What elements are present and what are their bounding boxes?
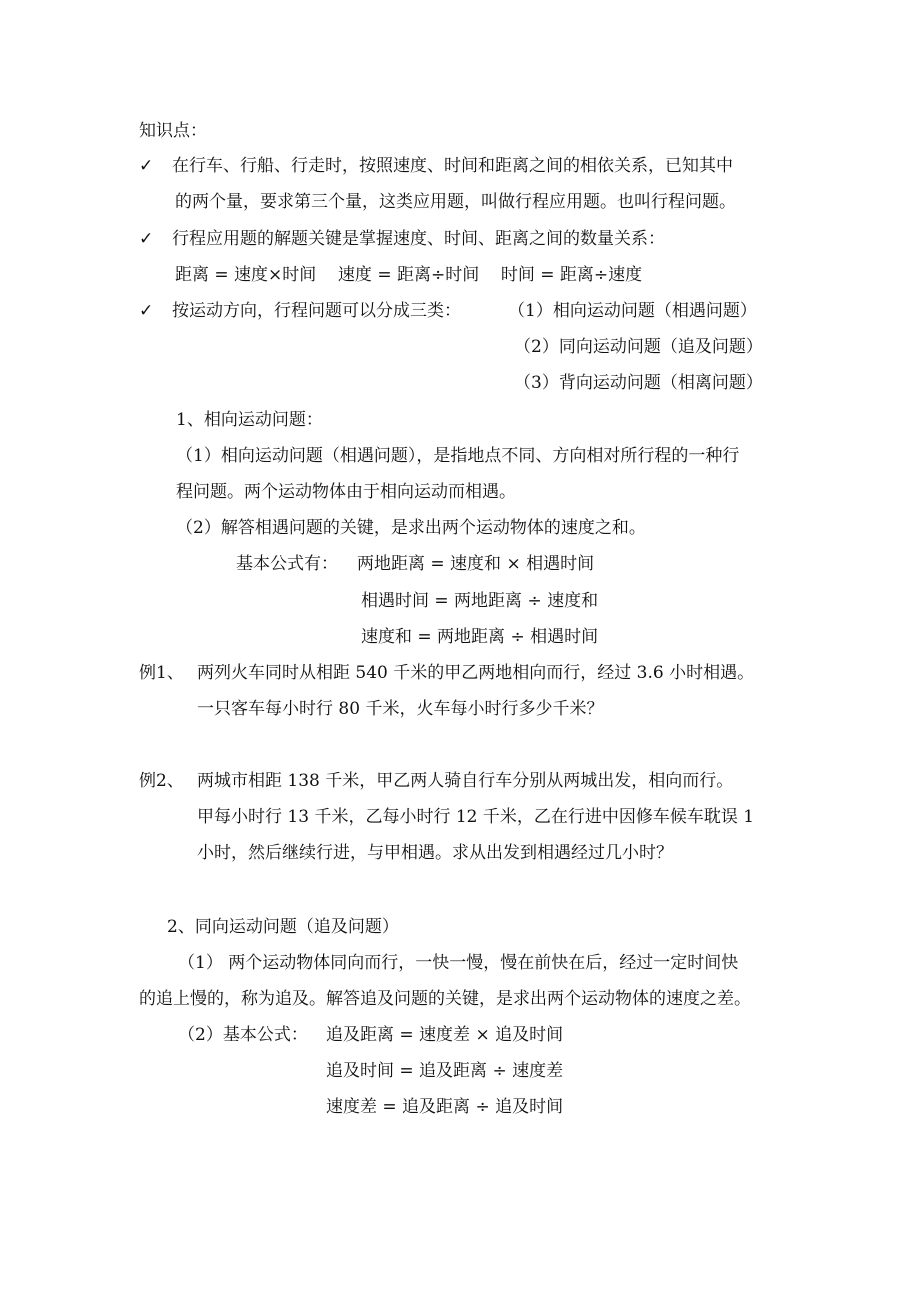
category-2: （2）同向运动问题（追及问题） bbox=[514, 337, 763, 357]
section-2-formula-2: 追及时间 = 追及距离 ÷ 速度差 bbox=[326, 1061, 564, 1081]
section-2-formula-label: （2）基本公式： bbox=[178, 1025, 308, 1045]
example-1-label: 例1、 bbox=[139, 663, 184, 683]
example-1-line-1: 两列火车同时从相距 540 千米的甲乙两地相向而行，经过 3.6 小时相遇。 bbox=[197, 663, 755, 683]
section-1-title: 1、相向运动问题： bbox=[176, 410, 323, 430]
section-1-para-1-line-2: 程问题。两个运动物体由于相向运动而相遇。 bbox=[176, 482, 516, 502]
section-1-formula-3: 速度和 = 两地距离 ÷ 相遇时间 bbox=[361, 627, 599, 647]
section-2-para-1-line-2: 的追上慢的，称为追及。解答追及问题的关键，是求出两个运动物体的速度之差。 bbox=[139, 989, 751, 1009]
category-3: （3）背向运动问题（相离问题） bbox=[514, 373, 763, 393]
section-1-formula-2: 相遇时间 = 两地距离 ÷ 速度和 bbox=[361, 591, 599, 611]
section-2-formula-1: 追及距离 = 速度差 × 追及时间 bbox=[326, 1025, 564, 1045]
section-2-formula-3: 速度差 = 追及距离 ÷ 追及时间 bbox=[326, 1097, 564, 1117]
checkmark-icon: ✓ bbox=[139, 301, 154, 321]
section-2-title: 2、同向运动问题（追及问题） bbox=[167, 917, 399, 937]
section-1-formula-1: 两地距离 = 速度和 × 相遇时间 bbox=[357, 554, 595, 574]
example-2-line-3: 小时，然后继续行进，与甲相遇。求从出发到相遇经过几小时？ bbox=[197, 843, 673, 863]
bullet-2-formulas: 距离 = 速度×时间 速度 = 距离÷时间 时间 = 距离÷速度 bbox=[175, 265, 643, 285]
bullet-1-line-2: 的两个量，要求第三个量，这类应用题，叫做行程应用题。也叫行程问题。 bbox=[175, 192, 736, 212]
category-1: （1）相向运动问题（相遇问题） bbox=[508, 301, 757, 321]
heading: 知识点： bbox=[139, 121, 207, 141]
example-2-label: 例2、 bbox=[139, 771, 184, 791]
section-1-para-1-line-1: （1）相向运动问题（相遇问题），是指地点不同、方向相对所行程的一种行 bbox=[176, 446, 740, 466]
bullet-3-line-1: 按运动方向，行程问题可以分成三类： bbox=[172, 301, 461, 321]
bullet-1-line-1: 在行车、行船、行走时，按照速度、时间和距离之间的相依关系，已知其中 bbox=[172, 156, 733, 176]
example-1-line-2: 一只客车每小时行 80 千米，火车每小时行多少千米？ bbox=[197, 699, 604, 719]
example-2-line-1: 两城市相距 138 千米，甲乙两人骑自行车分别从两城出发，相向而行。 bbox=[197, 771, 734, 791]
example-2-line-2: 甲每小时行 13 千米，乙每小时行 12 千米，乙在行进中因修车候车耽误 1 bbox=[197, 807, 755, 827]
section-2-para-1-line-1: （1） 两个运动物体同向而行，一快一慢，慢在前快在后，经过一定时间快 bbox=[178, 953, 739, 973]
section-1-formula-label: 基本公式有： bbox=[236, 554, 338, 574]
checkmark-icon: ✓ bbox=[139, 229, 154, 249]
bullet-2-line-1: 行程应用题的解题关键是掌握速度、时间、距离之间的数量关系： bbox=[172, 229, 665, 249]
section-1-para-2: （2）解答相遇问题的关键，是求出两个运动物体的速度之和。 bbox=[176, 518, 646, 538]
checkmark-icon: ✓ bbox=[139, 156, 154, 176]
